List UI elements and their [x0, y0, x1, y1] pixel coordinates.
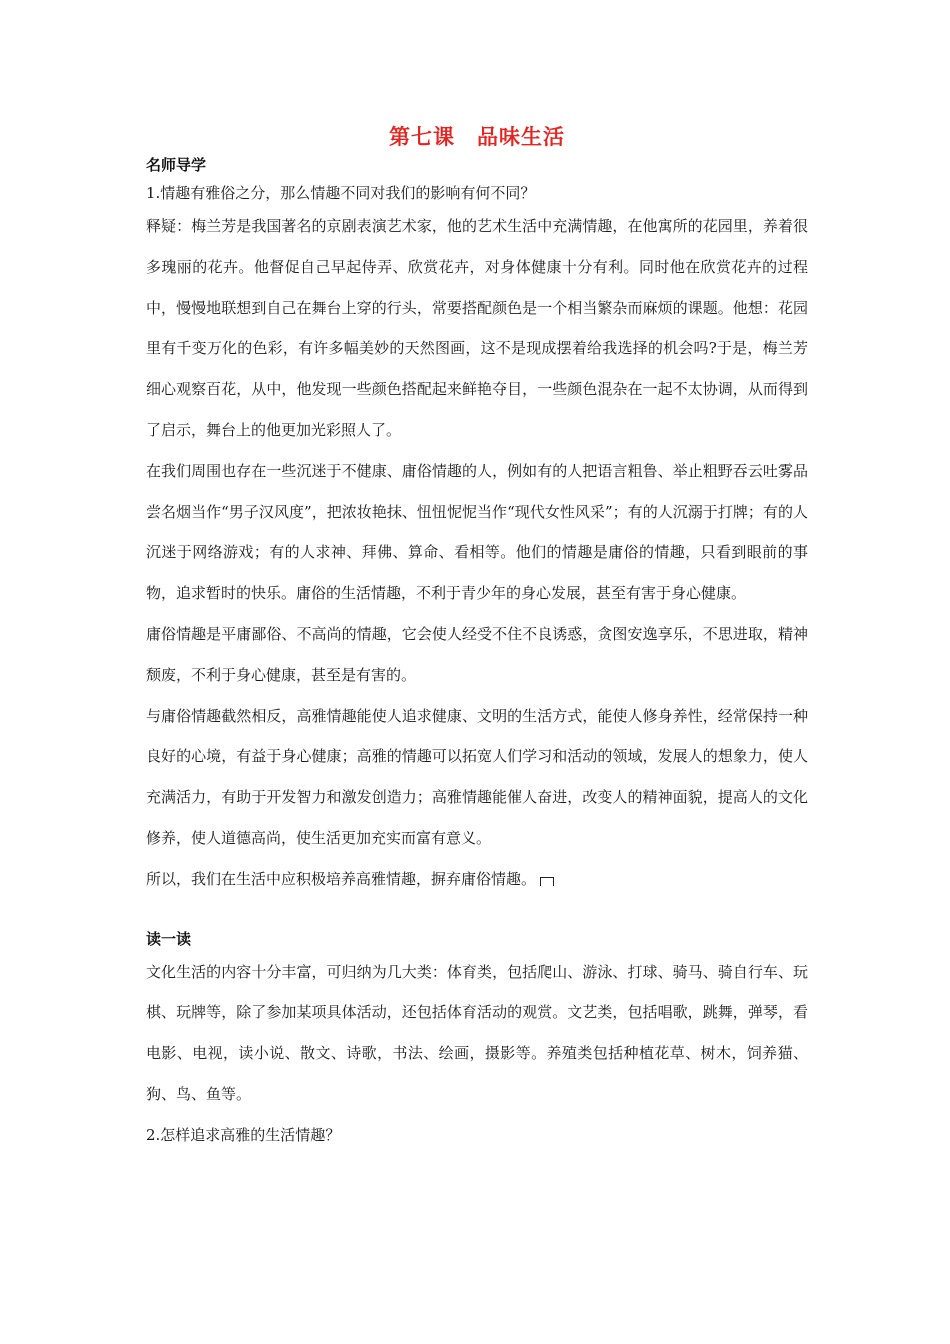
lesson-title: [146, 120, 808, 154]
question-1: 1.情趣有雅俗之分，那么情趣不同对我们的影响有何不同？: [146, 184, 536, 202]
reading-paragraph: 文化生活的内容十分丰富，可归纳为几大类：体育类，包括爬山、游泳、打球、骑马、骑自行车、玩棋、玩牌等，除了参加某项具体活动，还包括体育活动的观赏。文艺类，包括唱歌，跳舞，弹琴，看电影、电视，读小说、散文、诗歌，书法、绘画，摄影等。养殖类包括种植花草、树木，饲养猫、狗、鸟、鱼等。: [146, 962, 808, 1103]
document-page: [146, 120, 808, 1156]
section-heading: 读一读: [146, 929, 192, 948]
body-paragraph: 在我们周围也存在一些沉迷于不健康、庸俗情趣的人，例如有的人把语言粗鲁、举止粗野吞云吐雾品尝名烟当作“男子汉风度”，把浓妆艳抹、忸忸怩怩当作“现代女性风采”；有的人沉溺于打牌；有的人沉迷于网络游戏；有的人求神、拜佛、算命、看相等。他们的情趣是庸俗的情趣，只看到眼前的事物，追求暂时的快乐。庸俗的生活情趣，不利于青少年的身心发展，甚至有害于身心健康。: [146, 461, 808, 603]
body-paragraph: 与庸俗情趣截然相反，高雅情趣能使人追求健康、文明的生活方式，能使人修身养性，经常保持一种良好的心境，有益于身心健康；高雅的情趣可以拓宽人们学习和活动的领域，发展人的想象力，使人充满活力，有助于开发智力和激发创造力；高雅情趣能催人奋进，改变人的精神面貌，提高人的文化修养，使人道德高尚，使生活更加充实而富有意义。: [146, 706, 808, 847]
question-2: 2.怎样追求高雅的生活情趣？: [146, 1125, 341, 1144]
explanation-paragraph: 释疑：梅兰芳是我国著名的京剧表演艺术家，他的艺术生活中充满情趣，在他寓所的花园里，养着很多瑰丽的花卉。他督促自己早起侍弄、欣赏花卉，对身体健康十分有利。同时他在欣赏花卉的过程中，慢慢地联想到自己在舞台上穿的行头，常要搭配颜色是一个相当繁杂而麻烦的课题。他想：花园里有千变万化的色彩，有许多幅美妙的天然图画，这不是现成摆着给我选择的机会吗?于是，梅兰芳细心观察百花，从中，他发现一些颜色搭配起来鲜艳夺目，一些颜色混杂在一起不太协调，从而得到了启示，舞台上的他更加光彩照人了。: [146, 217, 808, 439]
bracket-mark-icon: [540, 877, 554, 886]
conclusion-paragraph: [146, 859, 808, 900]
section-heading: 名师导学: [146, 156, 207, 174]
section-reading: [146, 928, 808, 1156]
lesson-number: 第七课: [389, 125, 455, 149]
conclusion-text: 所以，我们在生活中应积极培养高雅情趣，摒弃庸俗情趣。: [146, 869, 537, 888]
lesson-name: 品味生活: [477, 125, 565, 149]
section-teacher-guide: [146, 154, 808, 900]
body-paragraph: 庸俗情趣是平庸鄙俗、不高尚的情趣，它会使人经受不住不良诱惑，贪图安逸享乐，不思进取，精神颓废，不利于身心健康，甚至是有害的。: [146, 624, 808, 684]
